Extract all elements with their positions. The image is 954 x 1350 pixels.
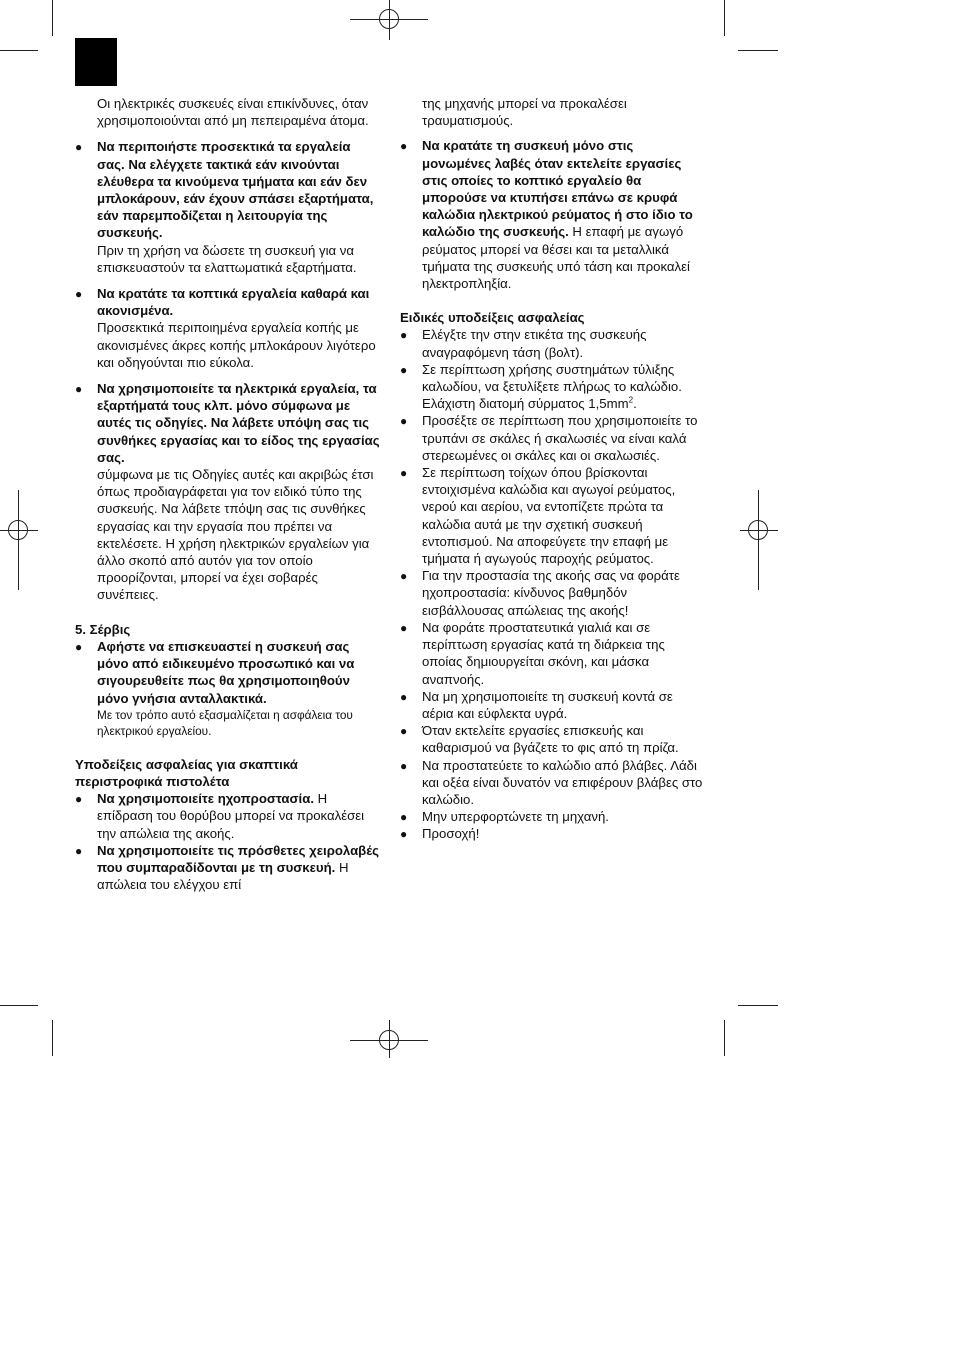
crop-mark	[738, 1005, 778, 1006]
crop-mark	[758, 490, 759, 590]
bullet-icon: ●	[400, 569, 408, 584]
list-item	[75, 138, 380, 276]
item-heading: Να χρησιμοποιείτε τις πρόσθετες χειρολαβές που συμπαραδίδονται με τη συσκευή.	[97, 842, 380, 875]
list-item: ● Να μη χρησιμοποιείτε τη συσκευή κοντά σε αέρια και εύφλεκτα υγρά.	[400, 688, 673, 721]
list-item	[75, 638, 380, 739]
registration-mark	[748, 520, 768, 540]
list-item: ● Για την προστασία της ακοής σας να φοράτε ηχοπροστασία: κίνδυνος βαθμηδόν εισβάλλουσας απώλειας της ακοής!	[400, 568, 680, 618]
bullet-icon: ●	[400, 810, 408, 825]
section-title-drill: Υποδείξεις ασφαλείας για σκαπτικά περιστροφικά πιστολέτα	[75, 756, 298, 789]
bullet-icon: ●	[75, 639, 83, 654]
intro-paragraph: Οι ηλεκτρικές συσκευές είναι επικίνδυνες, όταν χρησιμοποιούνται από μη πεπειραμένα άτομα.	[97, 96, 369, 129]
item-text: Η επαφή με αγωγό ρεύματος μπορεί να θέσει και τα μεταλλικά τμήματα της συσκευής υπό τάση και προκαλεί ηλεκτροπληξία.	[422, 224, 690, 292]
bullet-icon: ●	[400, 758, 408, 773]
bullet-icon: ●	[400, 414, 408, 429]
section-title-service: 5. Σέρβις	[75, 621, 131, 637]
registration-mark	[379, 9, 399, 29]
bullet-icon: ●	[400, 689, 408, 704]
crop-mark	[724, 0, 725, 36]
bullet-icon: ●	[75, 382, 83, 397]
item-text: Πριν τη χρήση να δώσετε τη συσκευή για να επισκευαστούν τα ελαττωματικά εξαρτήματα.	[97, 242, 357, 275]
item-heading: Αφήστε να επισκευαστεί η συσκευή σας μόνο από ειδικευμένο προσωπικό και να σιγουρευθείτε πως θα χρησιμοποιηθούν μόνο γνήσια ανταλλακτικά.	[97, 638, 355, 706]
registration-mark	[8, 520, 28, 540]
crop-mark	[52, 1020, 53, 1056]
superscript: 2	[628, 395, 634, 405]
bullet-icon: ●	[400, 827, 408, 842]
item-heading: Να περιποιήστε προσεκτικά τα εργαλεία σας. Να ελέγχετε τακτικά εάν κινούνται ελέυθερα τα κινούμενα τμήματα και εάν δεν μπλοκάρουν, εάν έχουν σπάσει εξαρτήματα, εάν παρεμποδίζεται η λειτουργία της συσκευής.	[97, 139, 374, 241]
list-item: ● Μην υπερφορτώνετε τη μηχανή.	[400, 809, 609, 825]
list-item	[75, 790, 380, 842]
list-item: ● Όταν εκτελείτε εργασίες επισκευής και καθαρισμού να βγάζετε το φις από τη πρίζα.	[400, 723, 679, 756]
crop-mark	[0, 50, 38, 51]
item-text: Η απώλεια του ελέγχου επί	[97, 859, 349, 893]
item-heading: Να χρησιμοποιείτε τα ηλεκτρικά εργαλεία, τα εξαρτήματά τους κλπ. μόνο σύμφωνα με αυτές τις οδηγίες. Να λάβετε υπόψη σας τις συνθήκες εργασίας και το είδος της εργασίας σας.	[97, 381, 380, 465]
list-item	[75, 380, 380, 604]
language-tab-marker	[75, 38, 117, 86]
list-item: ● Ελέγξτε την στην ετικέτα της συσκευής αναγραφόμενη τάση (βολτ).	[400, 327, 647, 360]
bullet-icon: ●	[400, 362, 408, 377]
bullet-icon: ●	[400, 724, 408, 739]
crop-mark	[52, 0, 53, 36]
bullet-icon: ●	[75, 140, 83, 155]
continued-paragraph: της μηχανής μπορεί να προκαλέσει τραυματισμούς.	[422, 96, 627, 129]
bullet-icon: ●	[75, 287, 83, 302]
list-item: ● Προσοχή!	[400, 826, 480, 842]
bullet-icon: ●	[400, 466, 408, 481]
list-item	[75, 842, 380, 894]
list-item	[400, 137, 705, 292]
list-item: ● Προσέξτε σε περίπτωση που χρησιμοποιείτε το τρυπάνι σε σκάλες ή σκαλωσιές να είναι καλά στερεωμένες οι σκάλες και οι σκαλωσιές.	[400, 413, 698, 463]
bullet-icon: ●	[400, 620, 408, 635]
crop-mark	[18, 490, 19, 590]
list-item: ● Να προστατεύετε το καλώδιο από βλάβες. Λάδι και οξέα είναι δυνατόν να επιφέρουν βλάβες στο καλώδιο.	[400, 757, 703, 807]
crop-mark	[0, 1005, 38, 1006]
right-column	[400, 95, 705, 843]
item-heading: Να χρησιμοποιείτε ηχοπροστασία.	[97, 791, 314, 807]
crop-mark	[738, 50, 778, 51]
list-item	[75, 285, 380, 371]
registration-mark	[379, 1030, 399, 1050]
bullet-icon: ●	[400, 328, 408, 343]
list-item: ● Σε περίπτωση τοίχων όπου βρίσκονται εντοιχισμένα καλώδια και αγωγοί ρεύματος, νερού και αερίου, να εντοπίζετε πρώτα τα καλώδια αυτά με την σχετική συσκευή εντοπισμού. Να αποφεύγετε την επαφή με τμήματα ή αγωγούς παροχής ρεύματος.	[400, 465, 676, 567]
bullet-icon: ●	[75, 843, 83, 858]
section-title-special: Ειδικές υποδείξεις ασφαλείας	[400, 310, 585, 326]
crop-mark	[724, 1020, 725, 1056]
bullet-icon: ●	[75, 792, 83, 807]
list-item: ● Να φοράτε προστατευτικά γιαλιά και σε περίπτωση εργασίας κατά τη διάρκεια της οποίας δημιουργείται σκόνη, και μάσκα αναπνοής.	[400, 619, 665, 687]
item-heading: Να κρατάτε τη συσκευή μόνο στις μονωμένες λαβές όταν εκτελείτε εργασίες στις οποίες το κοπτικό εργαλείο θα μπορούσε να κτυπήσει επάνω σε κρυφά καλώδια ηλεκτρικού ρεύματος ή στο ίδιο το καλώδιο της συσκευής.	[422, 138, 693, 240]
item-heading: Να κρατάτε τα κοπτικά εργαλεία καθαρά και ακονισμένα.	[97, 286, 370, 319]
list-item: ● Σε περίπτωση χρήσης συστημάτων τύλιξης καλωδίου, να ξετυλίξετε πλήρως το καλώδιο. Ελάχιστη διατομή σύρματος $1,5mm^2$.	[400, 361, 682, 412]
item-text: σύμφωνα με τις Οδηγίες αυτές και ακριβώς έτσι όπως προδιαγράφεται για τον ειδικό τύπο της συσκευής. Να λάβετε τπόψη σας τις συνθήκες εργασίας και την εργασία που πρέπει να εκτελέσετε. Η χρήση ηλεκτρικών εργαλείων για άλλο σκοπό από αυτόν για τον οποίο προορίζονται, μπορεί να έχει σοβαρές συνέπειες.	[97, 467, 374, 603]
item-text: Η επίδραση του θορύβου μπορεί να προκαλέσει την απώλεια της ακοής.	[97, 791, 365, 841]
item-text: Με τον τρόπο αυτό εξασμαλίζεται η ασφάλεια του ηλεκτρικού εργαλείου.	[97, 707, 353, 738]
item-text: Προσεκτικά περιποιημένα εργαλεία κοπής με ακονισμένες άκρες κοπής μπλοκάρουν λιγότερο και οδηγούνται πιο εύκολα.	[97, 320, 376, 370]
bullet-icon: ●	[400, 139, 408, 154]
left-column	[75, 95, 380, 893]
